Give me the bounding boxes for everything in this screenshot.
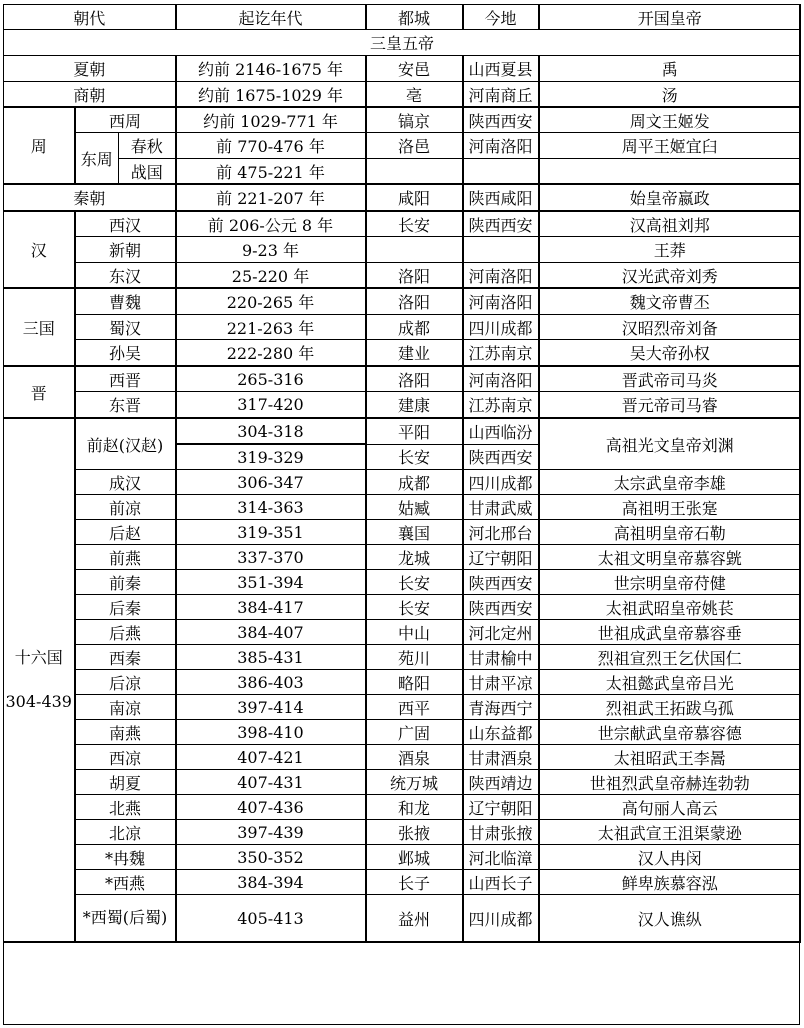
table-row xyxy=(4,495,801,520)
years-cell: 407-436 xyxy=(176,795,366,820)
capital-cell: 洛阳 xyxy=(366,263,463,289)
table-row xyxy=(4,288,801,315)
years-cell: 前 206-公元 8 年 xyxy=(176,211,366,237)
table-row xyxy=(4,211,801,237)
dynasty-name: 夏朝 xyxy=(4,56,176,82)
dynasty-table xyxy=(3,4,801,943)
table-row xyxy=(4,545,801,570)
dynasty-name: 东晋 xyxy=(75,392,176,419)
dynasty-name: 后赵 xyxy=(75,520,176,545)
dynasty-name: 后秦 xyxy=(75,595,176,620)
today-cell: 陕西西安 xyxy=(463,211,539,237)
today-cell: 河南洛阳 xyxy=(463,263,539,289)
table-row xyxy=(4,895,801,943)
table-row xyxy=(4,159,801,185)
years-cell: 317-420 xyxy=(176,392,366,419)
founder-cell: 高祖明王张寔 xyxy=(539,495,801,520)
today-cell: 山西临汾 xyxy=(463,418,539,444)
years-cell: 306-347 xyxy=(176,470,366,495)
group-name: 十六国 xyxy=(14,648,63,667)
years-cell: 25-220 年 xyxy=(176,263,366,289)
capital-cell: 亳 xyxy=(366,82,463,108)
today-cell: 甘肃张掖 xyxy=(463,820,539,845)
today-cell: 甘肃酒泉 xyxy=(463,745,539,770)
founder-cell: 高祖明皇帝石勒 xyxy=(539,520,801,545)
dynasty-name: 东汉 xyxy=(75,263,176,289)
founder-cell: 太祖武昭皇帝姚苌 xyxy=(539,595,801,620)
group-sanguo: 三国 xyxy=(4,288,75,366)
today-cell: 四川成都 xyxy=(463,895,539,943)
capital-cell: 广固 xyxy=(366,720,463,745)
header-dynasty: 朝代 xyxy=(4,5,176,30)
table-row xyxy=(4,645,801,670)
years-cell: 221-263 年 xyxy=(176,315,366,340)
founder-cell: 晋武帝司马炎 xyxy=(539,366,801,392)
table-row xyxy=(4,695,801,720)
years-cell: 407-431 xyxy=(176,770,366,795)
dynasty-name: *西蜀(后蜀) xyxy=(75,895,176,943)
today-cell: 河北定州 xyxy=(463,620,539,645)
dynasty-name: 西凉 xyxy=(75,745,176,770)
founder-cell: 太祖武宣王沮渠蒙逊 xyxy=(539,820,801,845)
dynasty-name: 北燕 xyxy=(75,795,176,820)
founder-cell: 高句丽人高云 xyxy=(539,795,801,820)
dynasty-name: 成汉 xyxy=(75,470,176,495)
founder-cell: 世祖成武皇帝慕容垂 xyxy=(539,620,801,645)
founder-cell: 吴大帝孙权 xyxy=(539,340,801,367)
years-cell: 222-280 年 xyxy=(176,340,366,367)
years-cell: 265-316 xyxy=(176,366,366,392)
capital-cell: 苑川 xyxy=(366,645,463,670)
capital-cell: 统万城 xyxy=(366,770,463,795)
capital-cell: 龙城 xyxy=(366,545,463,570)
header-capital: 都城 xyxy=(366,5,463,30)
today-cell: 山西夏县 xyxy=(463,56,539,82)
header-today: 今地 xyxy=(463,5,539,30)
subgroup-dongzhou: 东周 xyxy=(75,133,119,185)
dynasty-name: 南凉 xyxy=(75,695,176,720)
table-row xyxy=(4,795,801,820)
table-row xyxy=(4,366,801,392)
capital-cell: 平阳 xyxy=(366,418,463,444)
today-cell: 甘肃武威 xyxy=(463,495,539,520)
years-cell: 约前 1675-1029 年 xyxy=(176,82,366,108)
years-cell: 397-414 xyxy=(176,695,366,720)
founder-cell: 周平王姬宜臼 xyxy=(539,133,801,159)
founder-cell: 太祖昭武王李暠 xyxy=(539,745,801,770)
years-cell: 398-410 xyxy=(176,720,366,745)
founder-cell: 王莽 xyxy=(539,237,801,263)
years-cell: 319-351 xyxy=(176,520,366,545)
dynasty-name: 蜀汉 xyxy=(75,315,176,340)
table-row xyxy=(4,340,801,367)
years-cell: 350-352 xyxy=(176,845,366,870)
dynasty-name: 前凉 xyxy=(75,495,176,520)
today-cell: 四川成都 xyxy=(463,315,539,340)
dynasty-name: 战国 xyxy=(119,159,176,185)
dynasty-name: 胡夏 xyxy=(75,770,176,795)
table-row xyxy=(4,470,801,495)
today-cell: 河南商丘 xyxy=(463,82,539,108)
years-cell: 前 770-476 年 xyxy=(176,133,366,159)
group-han: 汉 xyxy=(4,211,75,288)
capital-cell: 益州 xyxy=(366,895,463,943)
founder-cell: 禹 xyxy=(539,56,801,82)
group-zhou: 周 xyxy=(4,107,75,184)
table-row xyxy=(4,315,801,340)
capital-cell: 洛邑 xyxy=(366,133,463,159)
table-row xyxy=(4,237,801,263)
founder-cell: 汉光武帝刘秀 xyxy=(539,263,801,289)
capital-cell: 长安 xyxy=(366,211,463,237)
dynasty-name: 前秦 xyxy=(75,570,176,595)
today-cell: 山西长子 xyxy=(463,870,539,895)
dynasty-name: 曹魏 xyxy=(75,288,176,315)
capital-cell: 镐京 xyxy=(366,107,463,133)
years-cell: 351-394 xyxy=(176,570,366,595)
capital-cell: 长安 xyxy=(366,570,463,595)
years-cell: 约前 1029-771 年 xyxy=(176,107,366,133)
years-cell: 319-329 xyxy=(176,444,366,470)
today-cell: 陕西咸阳 xyxy=(463,184,539,211)
table-row xyxy=(4,620,801,645)
table-row xyxy=(4,595,801,620)
today-cell: 江苏南京 xyxy=(463,340,539,367)
dynasty-name: 西秦 xyxy=(75,645,176,670)
founder-cell: 世祖烈武皇帝赫连勃勃 xyxy=(539,770,801,795)
table-row xyxy=(4,570,801,595)
dynasty-name: *冉魏 xyxy=(75,845,176,870)
table-row xyxy=(4,56,801,82)
capital-cell: 成都 xyxy=(366,470,463,495)
today-cell: 江苏南京 xyxy=(463,392,539,419)
table-row xyxy=(4,520,801,545)
capital-cell: 和龙 xyxy=(366,795,463,820)
founder-cell: 魏文帝曹丕 xyxy=(539,288,801,315)
dynasty-name: 前燕 xyxy=(75,545,176,570)
today-cell: 陕西西安 xyxy=(463,444,539,470)
today-cell: 山东益都 xyxy=(463,720,539,745)
founder-cell: 汤 xyxy=(539,82,801,108)
today-cell: 河北临漳 xyxy=(463,845,539,870)
capital-cell: 襄国 xyxy=(366,520,463,545)
dynasty-name: 西晋 xyxy=(75,366,176,392)
years-cell: 220-265 年 xyxy=(176,288,366,315)
capital-cell: 咸阳 xyxy=(366,184,463,211)
capital-cell: 长子 xyxy=(366,870,463,895)
dynasty-name: 西汉 xyxy=(75,211,176,237)
years-cell: 384-394 xyxy=(176,870,366,895)
founder-cell: 汉人冉闵 xyxy=(539,845,801,870)
founder-cell: 汉人谯纵 xyxy=(539,895,801,943)
table-row xyxy=(4,845,801,870)
capital-cell: 成都 xyxy=(366,315,463,340)
capital-cell: 建业 xyxy=(366,340,463,367)
header-row xyxy=(4,5,801,30)
founder-cell: 太祖懿武皇帝吕光 xyxy=(539,670,801,695)
table-row xyxy=(4,770,801,795)
capital-cell: 略阳 xyxy=(366,670,463,695)
founder-cell: 烈祖宣烈王乞伏国仁 xyxy=(539,645,801,670)
table-row xyxy=(4,392,801,419)
table-row xyxy=(4,107,801,133)
table-row xyxy=(4,720,801,745)
years-cell: 384-407 xyxy=(176,620,366,645)
founder-cell: 汉高祖刘邦 xyxy=(539,211,801,237)
founder-cell: 始皇帝嬴政 xyxy=(539,184,801,211)
dynasty-name: 新朝 xyxy=(75,237,176,263)
today-cell: 甘肃榆中 xyxy=(463,645,539,670)
years-cell: 约前 2146-1675 年 xyxy=(176,56,366,82)
table-row xyxy=(4,745,801,770)
header-founder: 开国皇帝 xyxy=(539,5,801,30)
dynasty-name: 西周 xyxy=(75,107,176,133)
today-cell: 陕西靖边 xyxy=(463,770,539,795)
founder-cell: 太祖文明皇帝慕容皝 xyxy=(539,545,801,570)
dynasty-name: 商朝 xyxy=(4,82,176,108)
table-row xyxy=(4,418,801,444)
years-cell: 386-403 xyxy=(176,670,366,695)
founder-cell: 太宗武皇帝李雄 xyxy=(539,470,801,495)
dynasty-name: 后凉 xyxy=(75,670,176,695)
capital-cell: 洛阳 xyxy=(366,288,463,315)
header-years: 起讫年代 xyxy=(176,5,366,30)
founder-cell: 周文王姬发 xyxy=(539,107,801,133)
capital-cell xyxy=(366,237,463,263)
dynasty-name: 北凉 xyxy=(75,820,176,845)
today-cell: 四川成都 xyxy=(463,470,539,495)
years-cell: 407-421 xyxy=(176,745,366,770)
capital-cell: 西平 xyxy=(366,695,463,720)
dynasty-name: 孙吴 xyxy=(75,340,176,367)
capital-cell xyxy=(366,159,463,185)
table-row xyxy=(4,263,801,289)
capital-cell: 长安 xyxy=(366,595,463,620)
today-cell: 河南洛阳 xyxy=(463,133,539,159)
founder-cell: 晋元帝司马睿 xyxy=(539,392,801,419)
years-cell: 9-23 年 xyxy=(176,237,366,263)
founder-cell xyxy=(539,159,801,185)
today-cell: 河南洛阳 xyxy=(463,366,539,392)
founder-cell: 世宗明皇帝苻健 xyxy=(539,570,801,595)
capital-cell: 姑臧 xyxy=(366,495,463,520)
years-cell: 405-413 xyxy=(176,895,366,943)
capital-cell: 建康 xyxy=(366,392,463,419)
years-cell: 397-439 xyxy=(176,820,366,845)
founder-cell: 高祖光文皇帝刘渊 xyxy=(539,418,801,470)
today-cell: 辽宁朝阳 xyxy=(463,795,539,820)
table-row xyxy=(4,670,801,695)
founder-cell: 世宗献武皇帝慕容德 xyxy=(539,720,801,745)
table-row xyxy=(4,184,801,211)
dynasty-name: 南燕 xyxy=(75,720,176,745)
years-cell: 314-363 xyxy=(176,495,366,520)
capital-cell: 长安 xyxy=(366,444,463,470)
years-cell: 384-417 xyxy=(176,595,366,620)
today-cell: 青海西宁 xyxy=(463,695,539,720)
today-cell: 河南洛阳 xyxy=(463,288,539,315)
years-cell: 前 221-207 年 xyxy=(176,184,366,211)
years-cell: 304-318 xyxy=(176,418,366,444)
capital-cell: 酒泉 xyxy=(366,745,463,770)
founder-cell: 鲜卑族慕容泓 xyxy=(539,870,801,895)
today-cell xyxy=(463,159,539,185)
dynasty-name: *西燕 xyxy=(75,870,176,895)
today-cell: 辽宁朝阳 xyxy=(463,545,539,570)
capital-cell: 邺城 xyxy=(366,845,463,870)
table-row xyxy=(4,820,801,845)
dynasty-name: 春秋 xyxy=(119,133,176,159)
today-cell: 甘肃平凉 xyxy=(463,670,539,695)
years-cell: 前 475-221 年 xyxy=(176,159,366,185)
group-shiliuguo xyxy=(4,418,75,942)
group-jin: 晋 xyxy=(4,366,75,418)
today-cell: 陕西西安 xyxy=(463,595,539,620)
years-cell: 337-370 xyxy=(176,545,366,570)
founder-cell: 烈祖武王拓跋乌孤 xyxy=(539,695,801,720)
capital-cell: 中山 xyxy=(366,620,463,645)
dynasty-name: 秦朝 xyxy=(4,184,176,211)
dynasty-name: 前赵(汉赵) xyxy=(75,418,176,470)
table-row xyxy=(4,870,801,895)
founder-cell: 汉昭烈帝刘备 xyxy=(539,315,801,340)
sanhuang-row xyxy=(4,30,801,56)
today-cell xyxy=(463,237,539,263)
years-cell: 385-431 xyxy=(176,645,366,670)
sanhuang-cell: 三皇五帝 xyxy=(4,30,801,56)
today-cell: 陕西西安 xyxy=(463,107,539,133)
today-cell: 陕西西安 xyxy=(463,570,539,595)
today-cell: 河北邢台 xyxy=(463,520,539,545)
table-row xyxy=(4,133,801,159)
capital-cell: 安邑 xyxy=(366,56,463,82)
table-row xyxy=(4,82,801,108)
group-years: 304-439 xyxy=(5,692,72,711)
capital-cell: 张掖 xyxy=(366,820,463,845)
dynasty-name: 后燕 xyxy=(75,620,176,645)
capital-cell: 洛阳 xyxy=(366,366,463,392)
